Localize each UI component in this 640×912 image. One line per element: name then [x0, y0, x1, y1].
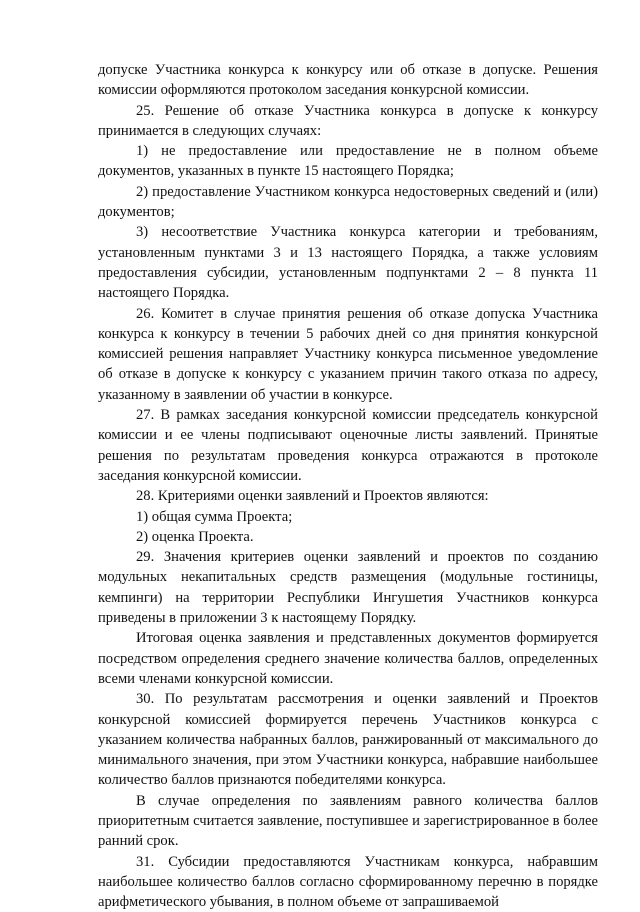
paragraph-27: 27. В рамках заседания конкурсной комиссии председатель конкурсной комиссии и ее члены подписывают оценочные листы заявлений. Принятые решения по результатам проведения конкурса отражаются в протоколе заседания конкурсной комиссии.	[98, 407, 598, 484]
paragraph-29: 29. Значения критериев оценки заявлений и проектов по созданию модульных некапитальных средств размещения (модульные гостиницы, кемпинги) на территории Республики Ингушетия Участников конкурса приведены в приложении 3 к настоящему Порядку.	[98, 549, 598, 627]
paragraph-25-item-3: 3) несоответствие Участника конкурса категории и требованиям, установленным пунктами 3 и 13 настоящего Порядка, а также условиям предоставления субсидии, установленным подпунктами 2 – 8 пункта 11 настоящего Порядка.	[98, 224, 598, 302]
document-page	[98, 60, 598, 912]
paragraph-30-tie-rule: В случае определения по заявлениям равного количества баллов приоритетным считается заявление, поступившее и зарегистрированное в более ранний срок.	[98, 792, 598, 850]
paragraph-25: 25. Решение об отказе Участника конкурса в допуске к конкурсу принимается в следующих случаях:	[98, 102, 598, 139]
paragraph-28-item-2: 2) оценка Проекта.	[136, 528, 254, 545]
paragraph-31: 31. Субсидии предоставляются Участникам конкурса, набравшим наибольшее количество баллов согласно сформированному перечню в порядке арифметического убывания, в полном объеме от запрашиваемой	[98, 853, 598, 911]
paragraph-26: 26. Комитет в случае принятия решения об отказе допуска Участника конкурса к конкурсу в течении 5 рабочих дней со дня принятия конкурсной комиссией решения направляет Участнику конкурса письменное уведомление об отказе в допуске к конкурсу с указанием причин такого отказа по адресу, указанному в заявлении об участии в конкурсе.	[98, 305, 598, 403]
paragraph-28: 28. Критериями оценки заявлений и Проектов являются:	[136, 488, 489, 505]
paragraph-25-item-1: 1) не предоставление или предоставление не в полном объеме документов, указанных в пункте 15 настоящего Порядка;	[98, 143, 598, 180]
paragraph-continuation: допуске Участника конкурса к конкурсу или об отказе в допуске. Решения комиссии оформляются протоколом заседания конкурсной комиссии.	[98, 62, 598, 99]
paragraph-29-final-score: Итоговая оценка заявления и представленных документов формируется посредством определения среднего значение количества баллов, определенных всеми членами конкурсной комиссии.	[98, 630, 598, 687]
paragraph-25-item-2: 2) предоставление Участником конкурса недостоверных сведений и (или) документов;	[98, 183, 598, 221]
paragraph-28-item-1: 1) общая сумма Проекта;	[136, 508, 293, 525]
paragraph-30: 30. По результатам рассмотрения и оценки заявлений и Проектов конкурсной комиссией формируется перечень Участников конкурса с указанием количества набранных баллов, ранжированный от максимального до минимального значения, при этом Участники конкурса, набравшие наибольшее количество баллов признаются победителями конкурса.	[98, 691, 598, 789]
